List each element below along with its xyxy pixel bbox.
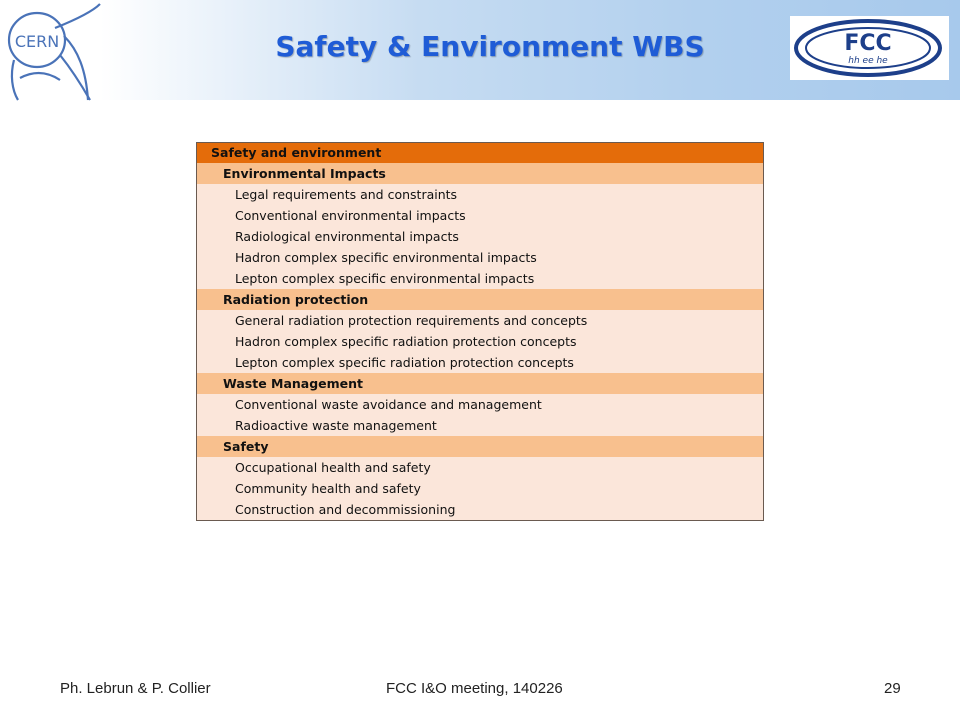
wbs-item-row: Conventional environmental impacts (197, 205, 763, 226)
wbs-item-row: Radiological environmental impacts (197, 226, 763, 247)
fcc-logo-text: FCC (844, 31, 892, 56)
cern-logo (0, 0, 102, 102)
wbs-item-row: Legal requirements and constraints (197, 184, 763, 205)
slide-header (0, 0, 960, 100)
wbs-item-row: General radiation protection requirements and concepts (197, 310, 763, 331)
wbs-item-row: Community health and safety (197, 478, 763, 499)
fcc-logo-graphic (790, 16, 949, 80)
wbs-item-row: Lepton complex specific environmental impacts (197, 268, 763, 289)
footer-meeting: FCC I&O meeting, 140226 (386, 680, 563, 697)
wbs-section-row: Safety (197, 436, 763, 457)
wbs-section-row: Environmental Impacts (197, 163, 763, 184)
wbs-root-row: Safety and environment (197, 143, 763, 163)
cern-logo-graphic (0, 0, 102, 102)
footer-authors: Ph. Lebrun & P. Collier (60, 680, 211, 697)
page-number: 29 (884, 680, 901, 697)
wbs-item-row: Construction and decommissioning (197, 499, 763, 520)
wbs-table (196, 142, 764, 521)
wbs-item-row: Occupational health and safety (197, 457, 763, 478)
wbs-item-row: Hadron complex specific radiation protection concepts (197, 331, 763, 352)
slide-title: Safety & Environment WBS (275, 30, 705, 63)
cern-logo-text: CERN (14, 32, 60, 51)
fcc-logo-subtext: hh ee he (848, 56, 888, 66)
wbs-item-row: Lepton complex specific radiation protection concepts (197, 352, 763, 373)
fcc-logo (790, 16, 949, 80)
wbs-item-row: Radioactive waste management (197, 415, 763, 436)
wbs-item-row: Hadron complex specific environmental impacts (197, 247, 763, 268)
wbs-item-row: Conventional waste avoidance and management (197, 394, 763, 415)
wbs-section-row: Radiation protection (197, 289, 763, 310)
wbs-section-row: Waste Management (197, 373, 763, 394)
